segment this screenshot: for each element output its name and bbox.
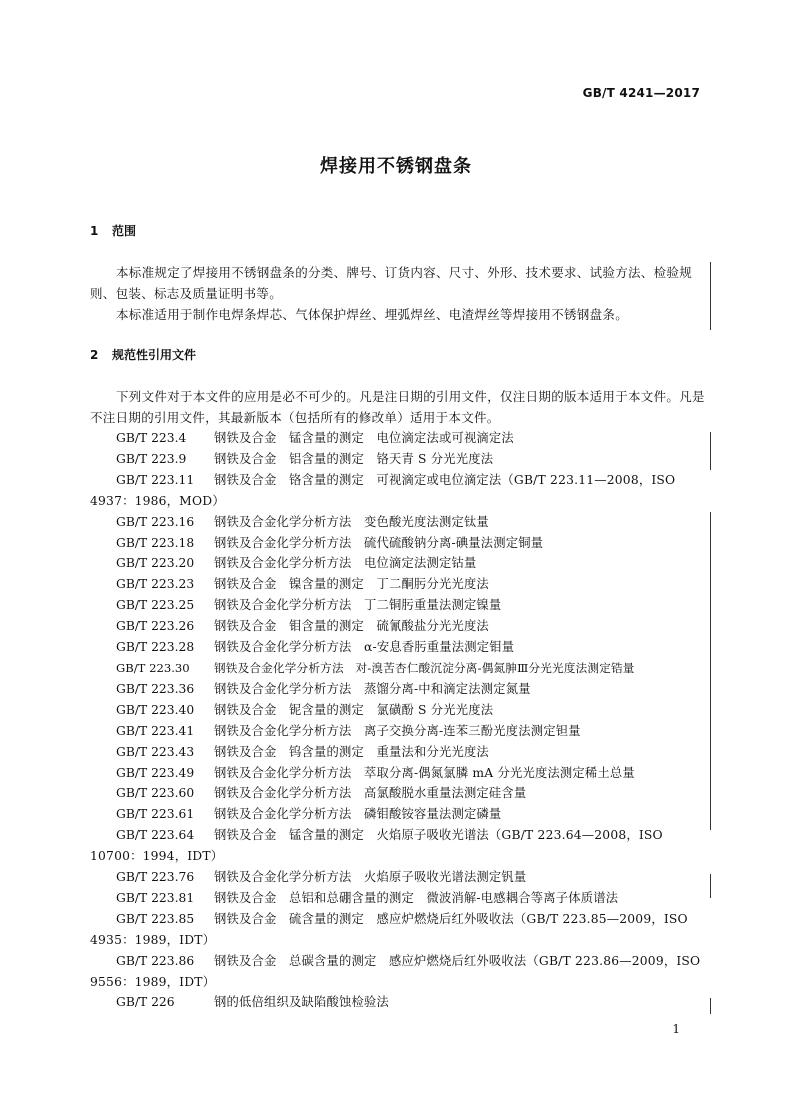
reference-item	[90, 909, 710, 951]
reference-code: GB/T 223.85	[116, 911, 195, 926]
scope-paragraph-1	[90, 262, 708, 304]
reference-item	[90, 658, 710, 679]
reference-item	[90, 679, 710, 700]
reference-item	[90, 804, 710, 825]
reference-title: 钢铁及合金 钼含量的测定 硫氰酸盐分光光度法	[214, 619, 489, 634]
reference-code: GB/T 223.49	[116, 765, 195, 780]
reference-title: 钢铁及合金化学分析方法 萃取分离-偶氮氯膦 mA 分光光度法测定稀土总量	[214, 765, 635, 780]
reference-code: GB/T 223.26	[116, 619, 195, 634]
reference-title: 钢铁及合金 总碳含量的测定 感应炉燃烧后红外吸收法（GB/T 223.86—2009，ISO 9556：1989，IDT）	[90, 953, 701, 989]
section-1-heading	[90, 222, 136, 239]
reference-title: 钢铁及合金化学分析方法 硫代硫酸钠分离-碘量法测定铜量	[214, 535, 544, 550]
section-title: 范围	[112, 224, 137, 238]
reference-title: 钢铁及合金化学分析方法 变色酸光度法测定钛量	[214, 514, 489, 529]
reference-title: 钢铁及合金化学分析方法 丁二铜肟重量法测定镍量	[214, 598, 502, 613]
reference-item	[90, 470, 710, 512]
reference-code: GB/T 223.86	[116, 953, 195, 968]
reference-title: 钢铁及合金化学分析方法 α-安息香肟重量法测定钼量	[214, 640, 515, 655]
reference-item	[90, 574, 710, 595]
reference-title: 钢铁及合金化学分析方法 高氯酸脱水重量法测定硅含量	[214, 786, 527, 801]
reference-item	[90, 428, 710, 449]
reference-item	[90, 783, 710, 804]
section-number: 2	[90, 348, 99, 362]
reference-item	[90, 553, 710, 574]
reference-title: 钢铁及合金 钨含量的测定 重量法和分光光度法	[214, 744, 489, 759]
paragraph-text: 下列文件对于本文件的应用是必不可少的。凡是注日期的引用文件，仅注日期的版本适用于本文件。凡是不注日期的引用文件，其最新版本（包括所有的修改单）适用于本文件。	[90, 389, 705, 425]
reference-code: GB/T 223.4	[116, 431, 187, 445]
reference-code: GB/T 223.16	[116, 514, 195, 529]
paragraph-text: 本标准适用于制作电焊条焊芯、气体保护焊丝、埋弧焊丝、电渣焊丝等焊接用不锈钢盘条。	[116, 307, 629, 322]
change-bar	[710, 998, 711, 1014]
change-bar	[710, 432, 711, 470]
reference-title: 钢铁及合金 铌含量的测定 氯磺酚 S 分光光度法	[214, 702, 494, 717]
reference-code: GB/T 223.40	[116, 702, 195, 717]
reference-item	[90, 825, 710, 867]
document-title: 焊接用不锈钢盘条	[320, 156, 472, 177]
standard-code: GB/T 4241—2017	[582, 86, 700, 100]
change-bar	[710, 262, 711, 330]
reference-code: GB/T 223.25	[116, 598, 195, 613]
reference-title: 钢铁及合金 镍含量的测定 丁二酮肟分光光度法	[214, 577, 489, 592]
page-number: 1	[672, 1022, 680, 1036]
reference-title: 钢铁及合金化学分析方法 电位滴定法测定钴量	[214, 556, 477, 571]
reference-title: 钢铁及合金化学分析方法 离子交换分离-连苯三酚光度法测定钽量	[214, 723, 581, 738]
reference-item	[90, 700, 710, 721]
reference-title: 钢铁及合金化学分析方法 磷钼酸铵容量法测定磷量	[214, 807, 502, 822]
reference-item	[90, 867, 710, 888]
reference-title: 钢铁及合金 铬含量的测定 可视滴定或电位滴定法（GB/T 223.11—2008，ISO 4937：1986，MOD）	[90, 472, 676, 508]
reference-item	[90, 637, 710, 658]
reference-code: GB/T 223.9	[116, 451, 187, 466]
reference-code: GB/T 223.36	[116, 681, 195, 696]
change-bar	[710, 874, 711, 898]
reference-item	[90, 721, 710, 742]
reference-code: GB/T 223.76	[116, 870, 195, 885]
reference-code: GB/T 223.18	[116, 535, 195, 550]
reference-title: 钢铁及合金 总铝和总硼含量的测定 微波消解-电感耦合等离子体质谱法	[214, 890, 619, 905]
reference-item	[90, 951, 710, 993]
reference-title: 钢铁及合金化学分析方法 火焰原子吸收光谱法测定钒量	[214, 870, 527, 885]
reference-code: GB/T 223.30	[116, 660, 190, 675]
change-bar	[710, 512, 711, 830]
reference-title: 钢铁及合金 铝含量的测定 铬天青 S 分光光度法	[214, 451, 494, 466]
reference-item	[90, 888, 710, 909]
paragraph-text: 本标准规定了焊接用不锈钢盘条的分类、牌号、订货内容、尺寸、外形、技术要求、试验方法、检验规则、包装、标志及质量证明书等。	[90, 265, 693, 301]
reference-item	[90, 742, 710, 763]
reference-title: 钢铁及合金 硫含量的测定 感应炉燃烧后红外吸收法（GB/T 223.85—2009，ISO 4935：1989，IDT）	[90, 911, 688, 947]
reference-code: GB/T 223.20	[116, 556, 195, 571]
reference-code: GB/T 226	[116, 995, 175, 1010]
reference-code: GB/T 223.41	[116, 723, 195, 738]
reference-item	[90, 992, 710, 1013]
reference-item	[90, 449, 710, 470]
reference-title: 钢铁及合金化学分析方法 对-溴苦杏仁酸沉淀分离-偶氮胂Ⅲ分光光度法测定锆量	[214, 660, 635, 675]
reference-code: GB/T 223.81	[116, 890, 195, 905]
reference-item	[90, 616, 710, 637]
reference-item	[90, 533, 710, 554]
reference-item	[90, 595, 710, 616]
reference-code: GB/T 223.64	[116, 828, 195, 843]
reference-item	[90, 512, 710, 533]
reference-item	[90, 763, 710, 784]
reference-code: GB/T 223.11	[116, 472, 195, 487]
reference-code: GB/T 223.28	[116, 640, 195, 655]
reference-code: GB/T 223.43	[116, 744, 195, 759]
section-title: 规范性引用文件	[112, 348, 197, 362]
reference-code: GB/T 223.61	[116, 807, 195, 822]
scope-paragraph-2	[90, 304, 708, 325]
section-2-heading	[90, 346, 196, 363]
normative-intro-paragraph	[90, 386, 708, 428]
reference-title: 钢铁及合金 锰含量的测定 火焰原子吸收光谱法（GB/T 223.64—2008，ISO 10700：1994，IDT）	[90, 828, 663, 864]
section-number: 1	[90, 224, 99, 238]
reference-list	[90, 428, 710, 1013]
reference-title: 钢的低倍组织及缺陷酸蚀检验法	[214, 995, 389, 1010]
reference-title: 钢铁及合金化学分析方法 蒸馏分离-中和滴定法测定氮量	[214, 681, 531, 696]
reference-code: GB/T 223.60	[116, 786, 195, 801]
reference-title: 钢铁及合金 锰含量的测定 电位滴定法或可视滴定法	[214, 431, 514, 445]
reference-code: GB/T 223.23	[116, 577, 195, 592]
